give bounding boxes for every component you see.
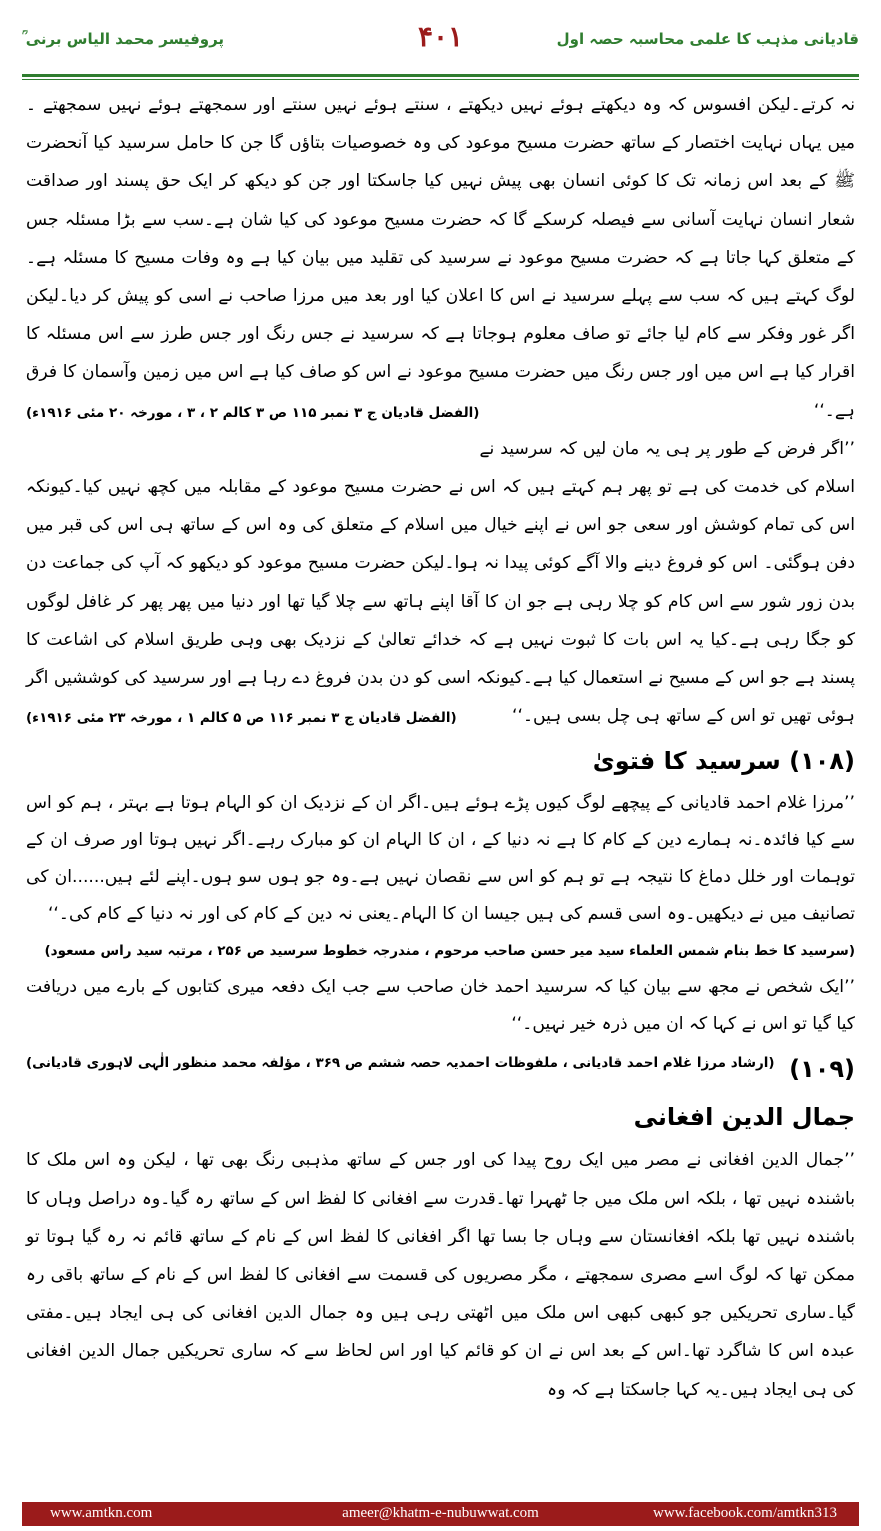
page-number: ۴۰۱ — [417, 20, 464, 53]
page-header — [22, 18, 859, 68]
website-link[interactable]: www.amtkn.com — [50, 1505, 153, 1521]
section-heading-108: (۱۰۸) سرسید کا فتویٰ — [592, 747, 855, 776]
paragraph-text: نہ کرتے۔لیکن افسوس کہ وہ دیکھتے ہوئے نہیں دیکھتے ، سنتے ہوئے نہیں سنتے اور سمجھتے ہوئے نہیں سمجھتے ۔میں یہاں نہایت اختصار کے ساتھ حضرت مسیح موعود کی وہ خصوصیات بتاؤں گا جن کا حامل سرسید کیا آنحضرت ﷺ کے بعد اس زمانہ تک کا کوئی انسان بھی پیش نہیں کیا جاسکتا اور جن کو دیکھ کر ایک حق پسند اور صداقت شعار انسان نہایت آسانی سے فیصلہ کرسکے گا کہ حضرت مسیح موعود کی کیا شان ہے۔سب سے بڑا مسئلہ جس کے متعلق کہا جاتا ہے کہ حضرت مسیح موعود نے سرسید کی تقلید میں بیان کیا ہے وہ وفات مسیح کا مسئلہ ہے۔لوگ کہتے ہیں کہ سب سے پہلے سرسید نے اس کا اعلان کیا اور بعد میں مرزا صاحب نے اسی کو پیش کر دیا۔لیکن اگر غور وفکر سے کام لیا جائے تو صاف معلوم ہوجاتا ہے کہ سرسید نے جس رنگ اور جس طرز سے اس مسئلہ کا اقرار کیا ہے اس میں اور جس رنگ میں حضرت مسیح موعود نے اس کو صاف کیا ہے اس میں زمین وآسمان کا فرق ہے۔‘‘ — [26, 95, 856, 421]
header-rule-thin — [22, 79, 859, 80]
reference-4: (ارشاد مرزا غلام احمد قادیانی ، ملفوظات احمدیہ حصہ ششم ص ۳۶۹ ، مؤلفہ محمد منظور الٰہی لاہوری قادیانی) — [26, 1055, 775, 1072]
email-link[interactable]: ameer@khatm-e-nubuwwat.com — [342, 1505, 539, 1521]
section-heading-109: (۱۰۹) جمال الدین افغانی — [633, 1055, 855, 1132]
author-name: پروفیسر محمد الیاس برنی ؒ — [22, 30, 225, 48]
facebook-link[interactable]: www.facebook.com/amtkn313 — [653, 1505, 837, 1521]
reference-3: (سرسید کا خط بنام شمس العلماء سید میر حسن صاحب مرحوم ، مندرجہ خطوط سرسید ص ۲۵۶ ، مرتبہ سید راس مسعود) — [44, 943, 855, 960]
paragraph-text: ’’اگر فرض کے طور پر ہی یہ مان لیں کہ سرسید نے اسلام کی خدمت کی ہے تو پھر ہم کہتے ہیں کہ اس نے حضرت مسیح موعود کے مقابلہ میں کچھ نہیں کیا۔کیونکہ اس کی تمام کوشش اور سعی جو اس نے اپنے خیال میں اسلام کے متعلق کی وہ اس کے ساتھ ہی اس کی قبر میں دفن ہوگئی۔ اس کو فروغ دینے والا آگے کوئی پیدا نہ ہوا۔لیکن حضرت مسیح موعود کو دیکھو کہ آپ کی جماعت دن بدن زور شور سے اس کام کو چلا رہی ہے جو ان کا آقا اپنے ہاتھ سے چلا گیا تھا اور دنیا میں پھر پھر کر غافل لوگوں کو جگا رہی ہے۔کیا یہ اس بات کا ثبوت نہیں ہے کہ خدائے تعالیٰ کے نزدیک بھی وہی طریق اسلام کی اشاعت کا پسند ہے جو اس کے مسیح نے استعمال کیا ہے۔کیونکہ اسی کو دن بدن فروغ دے رہا ہے اور سرسید کی کوششیں اگر ہوئی تھیں تو اس کے ساتھ ہی چل بسی ہیں۔‘‘ — [26, 438, 855, 727]
reference-1: (الفضل قادیان ج ۳ نمبر ۱۱۵ ص ۳ کالم ۲ ، ۳ ، مورخہ ۲۰ مئی ۱۹۱۶ء) — [26, 404, 480, 421]
page-body — [26, 86, 855, 1409]
paragraph-text: ’’ایک شخص نے مجھ سے بیان کیا کہ سرسید احمد خان صاحب سے جب ایک دفعہ میری کتابوں کے بارے میں دریافت کیا گیا تو اس نے کہا کہ ان میں ذرہ خیر نہیں۔‘‘ — [26, 977, 855, 1035]
header-rule — [22, 74, 859, 77]
paragraph-3: ’’مرزا غلام احمد قادیانی کے پیچھے لوگ کیوں پڑے ہوئے ہیں۔اگر ان کے نزدیک ان کو الہام ہوتا ہے بہتر ، ہم کو اس سے کیا فائدہ۔نہ ہمارے دین کے کام کا ہے نہ دنیا کے ، ان کا الہام ان کو مبارک رہے۔اگر نہیں ہوتا اور صرف ان کے توہمات اور خلل دماغ کا نتیجہ ہے تو ہم کو اس سے نقصان نہیں ہے۔وہ جو ہوں سو ہوں۔اپنے لئے ہیں......ان کی تصانیف میں نے دیکھیں۔وہ اسی قسم کی ہیں جیسا ان کا الہام۔یعنی نہ دین کے کام کی اور نہ دنیا کے کام کی۔‘‘ — [26, 793, 855, 925]
paragraph-5: ’’جمال الدین افغانی نے مصر میں ایک روح پیدا کی اور جس کے ساتھ مذہبی رنگ بھی تھا ، لیکن وہ اس ملک کا باشندہ نہیں تھا ، بلکہ اس ملک میں جا ٹھہرا تھا۔قدرت سے افغانی کا لفظ اس کے ساتھ رہ گیا۔وہ دراصل وہاں کا باشندہ نہیں تھا بلکہ افغانستان سے وہاں جا بسا تھا اگر افغانی کا لفظ اس کے نام کے ساتھ قائم نہ رہ گیا ہوتا تو ممکن تھا کہ لوگ اسے مصری سمجھتے ، مگر مصریوں کی قسمت سے افغانی کا لفظ اس کے نام کے ساتھ باقی رہ گیا۔ساری تحریکیں جو کبھی کبھی اس ملک میں اٹھتی رہی ہیں وہ جمال الدین افغانی کی ہی ایجاد ہیں۔مفتی عبدہ اس کا شاگرد تھا۔اس کے بعد اس نے ان کو قائم کیا اور اس لحاظ سے کہ ساری تحریکیں جمال الدین افغانی کی ہی ایجاد ہیں۔یہ کہا جاسکتا ہے کہ وہ — [26, 1150, 855, 1400]
reference-2: (الفضل قادیان ج ۳ نمبر ۱۱۶ ص ۵ کالم ۱ ، مورخہ ۲۳ مئی ۱۹۱۶ء) — [26, 710, 457, 727]
paragraph-4 — [26, 969, 855, 1072]
paragraph-2 — [26, 430, 855, 736]
page-footer — [22, 1502, 859, 1526]
book-title: قادیانی مذہب کا علمی محاسبہ حصہ اول — [556, 30, 859, 48]
paragraph-1 — [26, 86, 855, 430]
